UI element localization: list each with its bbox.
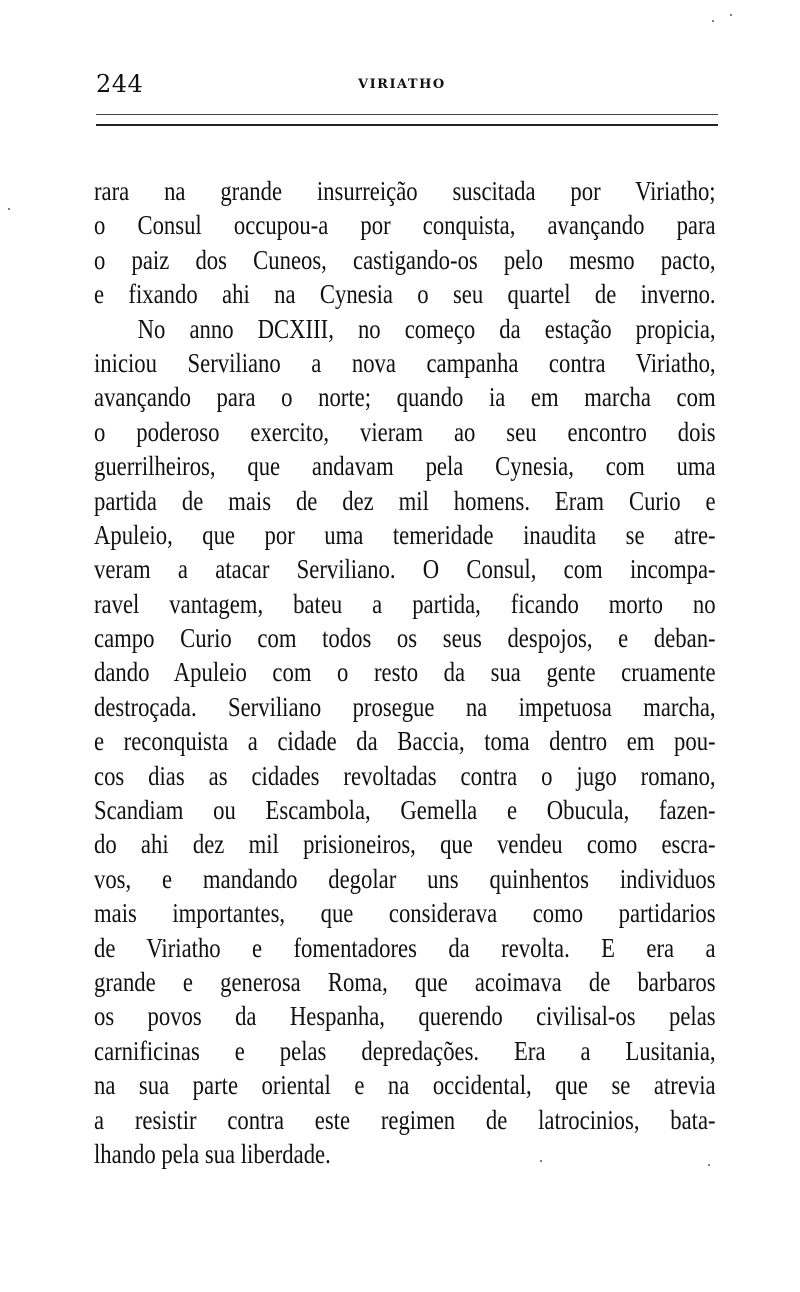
- text-line: do ahi dez mil prisioneiros, que vendeu como escra-: [94, 829, 716, 860]
- scan-speck: [712, 20, 714, 22]
- text-line: guerrilheiros, que andavam pela Cynesia, com uma: [94, 451, 716, 482]
- header-rule-thin: [96, 114, 718, 115]
- text-line: de Viriatho e fomentadores da revolta. E era a: [94, 932, 716, 963]
- text-line: Scandiam ou Escambola, Gemella e Obucula, fazen-: [94, 795, 716, 826]
- text-line: rara na grande insurreição suscitada por Viriatho;: [94, 176, 716, 206]
- text-line: partida de mais de dez mil homens. Eram Curio e: [94, 485, 716, 516]
- text-line: cos dias as cidades revoltadas contra o jugo romano,: [94, 760, 716, 791]
- header-rule-thick: [96, 124, 718, 126]
- text-line: campo Curio com todos os seus despojos, e deban-: [94, 623, 716, 654]
- page-header: [96, 68, 716, 102]
- running-title: VIRIATHO: [358, 77, 446, 92]
- text-line: o poderoso exercito, vieram ao seu encontro dois: [94, 416, 716, 447]
- text-line: destroçada. Serviliano prosegue na impetuosa marcha,: [94, 691, 716, 722]
- body-text: [94, 174, 716, 1171]
- text-line: iniciou Serviliano a nova campanha contra Viriatho,: [94, 347, 716, 378]
- text-line: e fixando ahi na Cynesia o seu quartel de inverno.: [94, 279, 716, 310]
- text-line: e reconquista a cidade da Baccia, toma dentro em pou-: [94, 726, 716, 757]
- paragraph-start-line: No anno DCXIII, no começo da estação propicia,: [137, 313, 716, 344]
- text-line: os povos da Hespanha, querendo civilisal-os pelas: [94, 1001, 716, 1032]
- text-line: vos, e mandando degolar uns quinhentos individuos: [94, 863, 716, 894]
- text-line: a resistir contra este regimen de latrocinios, bata-: [94, 1104, 716, 1135]
- scan-speck: [540, 1160, 542, 1162]
- paragraph-end-line: lhando pela sua liberdade.: [94, 1138, 331, 1169]
- text-line: o Consul occupou-a por conquista, avançando para: [94, 210, 716, 241]
- text-line: ravel vantagem, bateu a partida, ficando morto no: [94, 588, 716, 619]
- text-line: veram a atacar Serviliano. O Consul, com incompa-: [94, 554, 716, 585]
- scan-speck: [730, 14, 732, 16]
- text-line: avançando para o norte; quando ia em marcha com: [94, 382, 716, 413]
- text-line: mais importantes, que considerava como partidarios: [94, 898, 716, 929]
- scan-speck: [8, 208, 10, 210]
- text-line: grande e generosa Roma, que acoimava de barbaros: [94, 966, 716, 997]
- scan-speck: [708, 1164, 710, 1166]
- page-number: 244: [96, 70, 144, 98]
- text-line: Apuleio, que por uma temeridade inaudita se atre-: [94, 519, 716, 550]
- text-line: o paiz dos Cuneos, castigando-os pelo mesmo pacto,: [94, 244, 716, 275]
- text-line: carnificinas e pelas depredações. Era a Lusitania,: [94, 1035, 716, 1066]
- text-line: dando Apuleio com o resto da sua gente cruamente: [94, 657, 716, 688]
- text-line: na sua parte oriental e na occidental, que se atrevia: [94, 1070, 716, 1101]
